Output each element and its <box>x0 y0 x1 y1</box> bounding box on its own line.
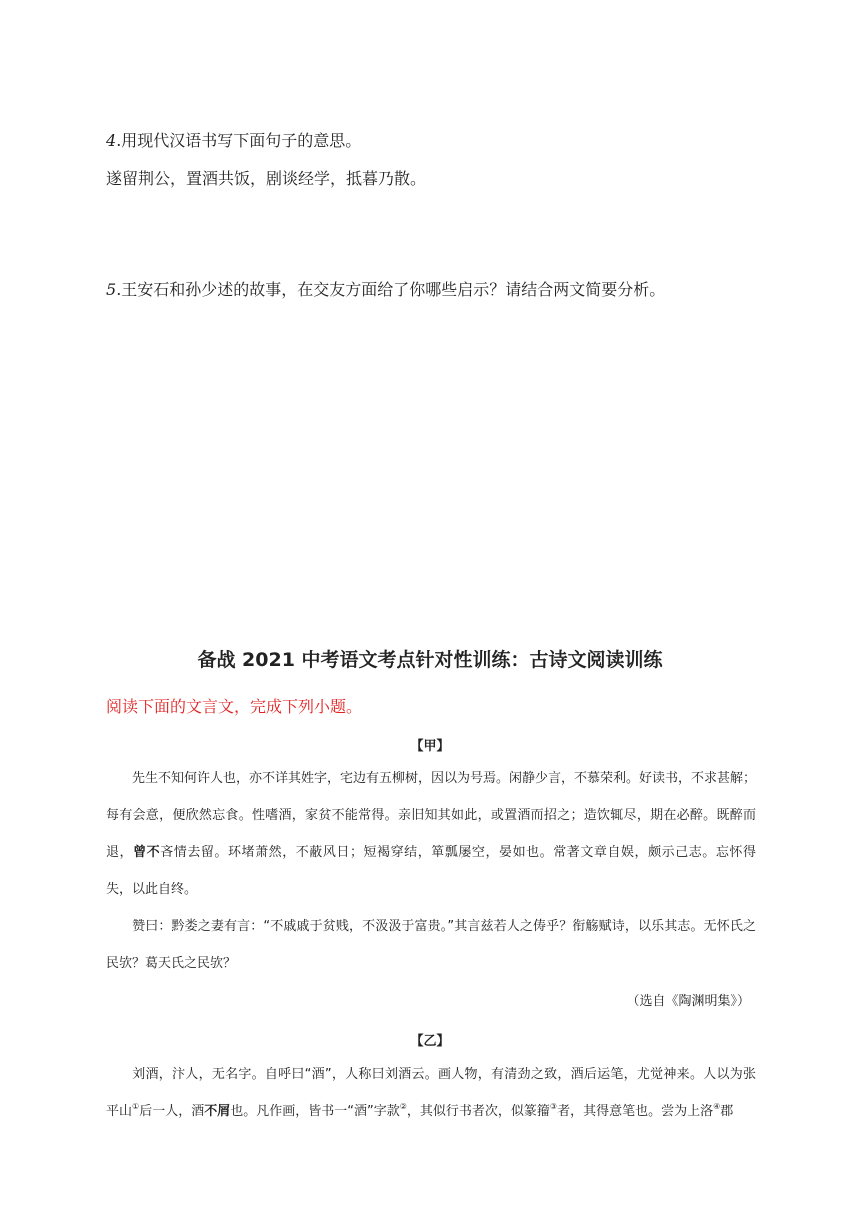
question-4-sentence: 遂留荆公，置酒共饭，剧谈经学，抵暮乃散。 <box>106 169 427 188</box>
passage-yi-text-6: 郡 <box>720 1104 734 1119</box>
question-4-prompt: .用现代汉语书写下面句子的意思。 <box>116 131 362 150</box>
passage-yi-bold-term: 不屑 <box>204 1104 231 1119</box>
passage-jia-zan: 赞曰：黔娄之妻有言：“不戚戚于贫贱，不汲汲于富贵。”其言兹若人之俦乎？衔觞赋诗，以乐其志。无怀氏之民欤？葛天氏之民欤？ <box>106 919 756 971</box>
passage-yi-text-5: 者，其得意笔也。尝为上洛 <box>557 1104 714 1119</box>
passage-yi-paragraph <box>106 1056 756 1130</box>
passage-yi-text-4: ，其似行书者次，似篆籀 <box>406 1104 550 1119</box>
passage-jia-paragraph-2 <box>106 908 756 982</box>
passage-yi-text-1: 刘酒，汴人，无名字。自呼曰“酒”，人称曰刘酒云。画人物，有清劲之致，酒后运笔，尤觉神来。人以为张平山 <box>106 1067 756 1119</box>
instruction: 阅读下面的文言文，完成下列小题。 <box>106 697 363 716</box>
passage-jia-label: 【甲】 <box>410 739 450 754</box>
footnote-marker-4: ④ <box>713 1102 721 1111</box>
question-5 <box>106 279 665 301</box>
footnote-marker-1: ① <box>132 1102 140 1111</box>
footnote-marker-3: ③ <box>549 1102 558 1111</box>
passage-jia-text-b: 吝情去留。环堵萧然，不蔽风日；短褐穿结，箪瓢屡空，晏如也。常著文章自娱，颇示己志。忘怀得失，以此自终。 <box>106 845 756 897</box>
passage-jia-bold-term: 曾不 <box>133 845 161 860</box>
passage-yi-text-3: 也。凡作画，皆书一“酒”字款 <box>230 1104 400 1119</box>
footnote-marker-2: ② <box>399 1102 407 1111</box>
passage-yi-text-2: 后一人，酒 <box>139 1104 205 1119</box>
passage-jia-paragraph-1 <box>106 760 756 908</box>
question-4-number: 4 <box>106 131 117 150</box>
passage-jia-text-a: 先生不知何许人也，亦不详其姓字，宅边有五柳树，因以为号焉。闲静少言，不慕荣利。好读书，不求甚解；每有会意，便欣然忘食。性嗜酒，家贫不能常得。亲旧知其如此，或置酒而招之；造饮辄尽，期在必醉。既醉而退， <box>106 771 757 860</box>
section-title: 备战 2021 中考语文考点针对性训练：古诗文阅读训练 <box>197 649 663 671</box>
question-4 <box>106 130 361 152</box>
question-5-prompt: .王安石和孙少述的故事，在交友方面给了你哪些启示？请结合两文简要分析。 <box>116 280 666 299</box>
passage-jia-source: （选自《陶渊明集》） <box>626 994 750 1009</box>
question-5-number: 5 <box>106 280 117 299</box>
passage-yi-label: 【乙】 <box>410 1034 450 1049</box>
